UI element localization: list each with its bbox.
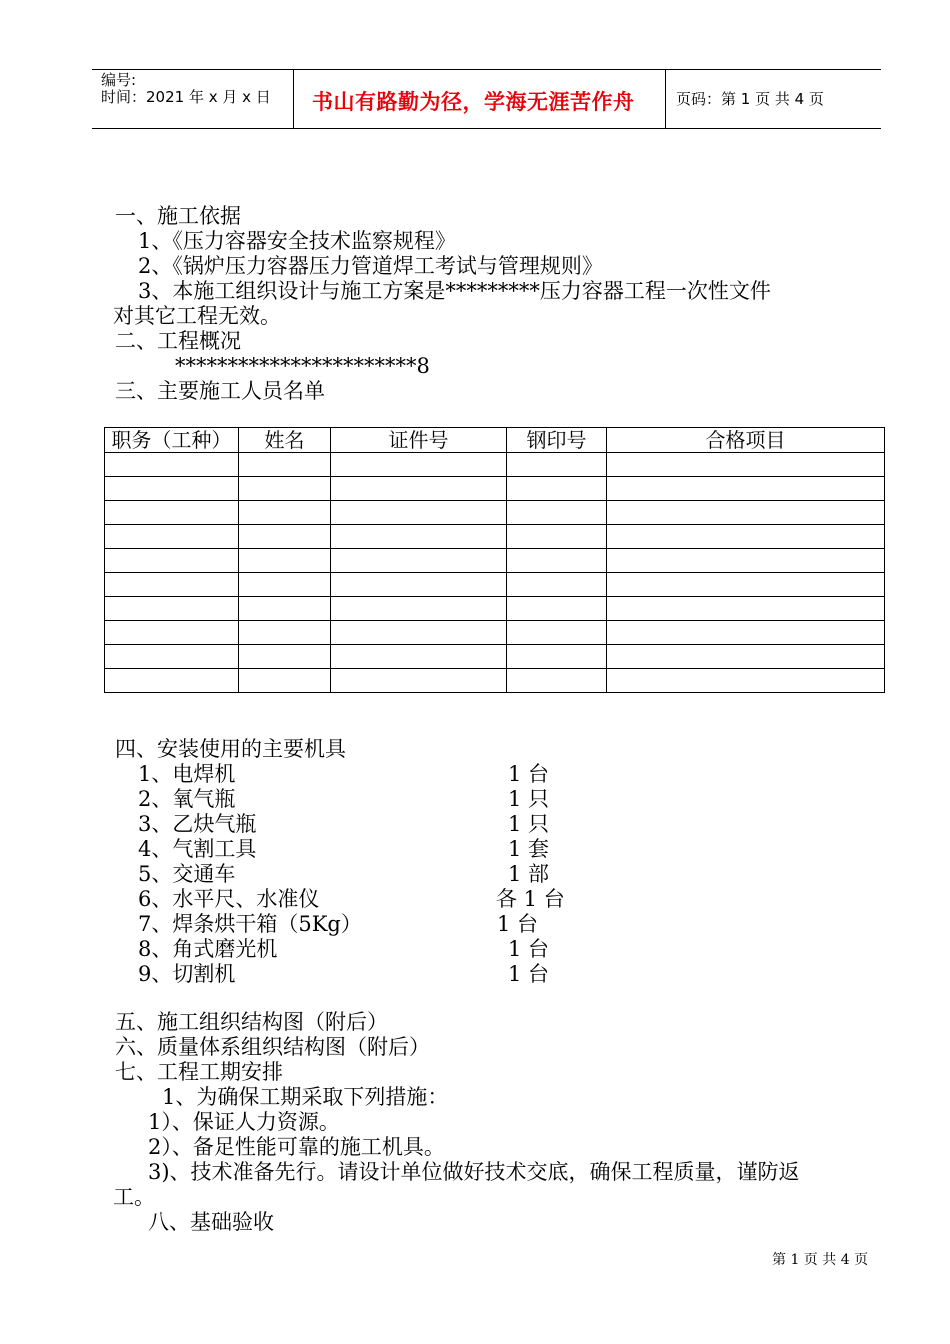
section-7-sub-1: 1）、保证人力资源。 [148,1110,340,1134]
equipment-name: 6、水平尺、水准仪 [138,887,320,911]
table-row [105,549,885,573]
section-1-item-3-line-2: 对其它工程无效。 [113,304,281,328]
table-cell [331,597,507,621]
header-divider-left [293,69,294,128]
equipment-qty: 1 只 [508,812,550,836]
section-7-sub-3-line-1: 3)、技术准备先行。请设计单位做好技术交底，确保工程质量，谨防返 [148,1160,800,1184]
table-cell [239,573,331,597]
table-cell [507,549,607,573]
table-cell [607,501,885,525]
staff-table-header-row [105,428,885,453]
staff-header-stamp: 钢印号 [507,428,607,453]
section-1-item-3-line-1: 3、本施工组织设计与施工方案是*********压力容器工程一次性文件 [138,279,771,303]
table-cell [507,621,607,645]
section-2-title: 二、工程概况 [115,329,241,353]
table-cell [507,669,607,693]
equipment-name: 4、气割工具 [138,837,257,861]
table-cell [105,549,239,573]
table-cell [607,621,885,645]
table-row [105,477,885,501]
table-row [105,597,885,621]
table-row [105,621,885,645]
table-row [105,573,885,597]
table-cell [239,597,331,621]
table-cell [331,669,507,693]
equipment-qty: 1 部 [508,862,550,886]
table-cell [239,453,331,477]
table-cell [105,453,239,477]
staff-header-name: 姓名 [239,428,331,453]
table-cell [607,549,885,573]
table-row [105,645,885,669]
table-cell [105,645,239,669]
table-cell [507,477,607,501]
table-cell [239,645,331,669]
section-1-title: 一、施工依据 [115,204,241,228]
table-cell [239,525,331,549]
table-cell [331,645,507,669]
table-cell [507,645,607,669]
section-7-sub-2: 2）、备足性能可靠的施工机具。 [148,1135,445,1159]
table-cell [507,525,607,549]
table-cell [239,549,331,573]
equipment-qty: 1 台 [508,937,550,961]
footer-page-info: 第 1 页 共 4 页 [772,1252,869,1268]
equipment-name: 3、乙炔气瓶 [138,812,257,836]
table-row [105,453,885,477]
equipment-qty: 1 套 [508,837,550,861]
equipment-name: 1、电焊机 [138,762,236,786]
section-1-item-2: 2、《锅炉压力容器压力管道焊工考试与管理规则》 [138,254,603,278]
table-cell [105,573,239,597]
staff-header-qualified-items: 合格项目 [607,428,885,453]
staff-table [104,427,885,693]
table-cell [331,621,507,645]
table-cell [507,501,607,525]
table-cell [331,549,507,573]
equipment-qty: 各 1 台 [496,887,565,911]
table-cell [607,645,885,669]
table-row [105,501,885,525]
table-cell [239,477,331,501]
table-row [105,525,885,549]
table-cell [607,525,885,549]
header-page-info: 页码：第 1 页 共 4 页 [676,90,824,108]
table-cell [507,573,607,597]
section-2-body: ***********************8 [175,354,430,378]
table-cell [105,669,239,693]
table-cell [239,501,331,525]
staff-header-certificate: 证件号 [331,428,507,453]
equipment-qty: 1 台 [497,912,539,936]
equipment-name: 7、焊条烘干箱（5Kg） [138,912,362,936]
header-time-label: 时间：2021 年 x 月 x 日 [101,88,271,106]
table-cell [607,453,885,477]
table-cell [331,525,507,549]
table-cell [331,573,507,597]
header-number-label: 编号: [101,71,137,89]
equipment-name: 5、交通车 [138,862,236,886]
staff-header-position: 职务（工种） [105,428,239,453]
section-3-title: 三、主要施工人员名单 [115,379,325,403]
equipment-name: 2、氧气瓶 [138,787,236,811]
table-cell [239,669,331,693]
equipment-qty: 1 台 [508,962,550,986]
table-cell [507,597,607,621]
table-cell [607,573,885,597]
section-7-sub-3-line-2: 工。 [113,1185,155,1209]
section-7-item-1: 1、为确保工期采取下列措施： [162,1085,449,1109]
header-motto: 书山有路勤为径，学海无涯苦作舟 [312,89,635,114]
header-bottom-rule [92,128,881,129]
section-7-title: 七、工程工期安排 [115,1060,283,1084]
table-cell [105,621,239,645]
table-cell [607,669,885,693]
header-divider-right [665,69,666,128]
table-cell [607,477,885,501]
table-cell [331,453,507,477]
table-cell [105,597,239,621]
equipment-name: 8、角式磨光机 [138,937,278,961]
table-cell [105,477,239,501]
table-row [105,669,885,693]
table-cell [607,597,885,621]
table-cell [105,501,239,525]
section-1-item-1: 1、《压力容器安全技术监察规程》 [138,229,456,253]
section-4-title: 四、安装使用的主要机具 [115,737,346,761]
equipment-qty: 1 台 [508,762,550,786]
section-6-title: 六、质量体系组织结构图（附后） [115,1035,430,1059]
table-cell [507,453,607,477]
section-8-title: 八、基础验收 [148,1210,274,1234]
table-cell [331,477,507,501]
table-cell [105,525,239,549]
section-5-title: 五、施工组织结构图（附后） [115,1010,388,1034]
header-top-rule [92,69,881,70]
equipment-name: 9、切割机 [138,962,236,986]
table-cell [331,501,507,525]
table-cell [239,621,331,645]
equipment-qty: 1 只 [508,787,550,811]
